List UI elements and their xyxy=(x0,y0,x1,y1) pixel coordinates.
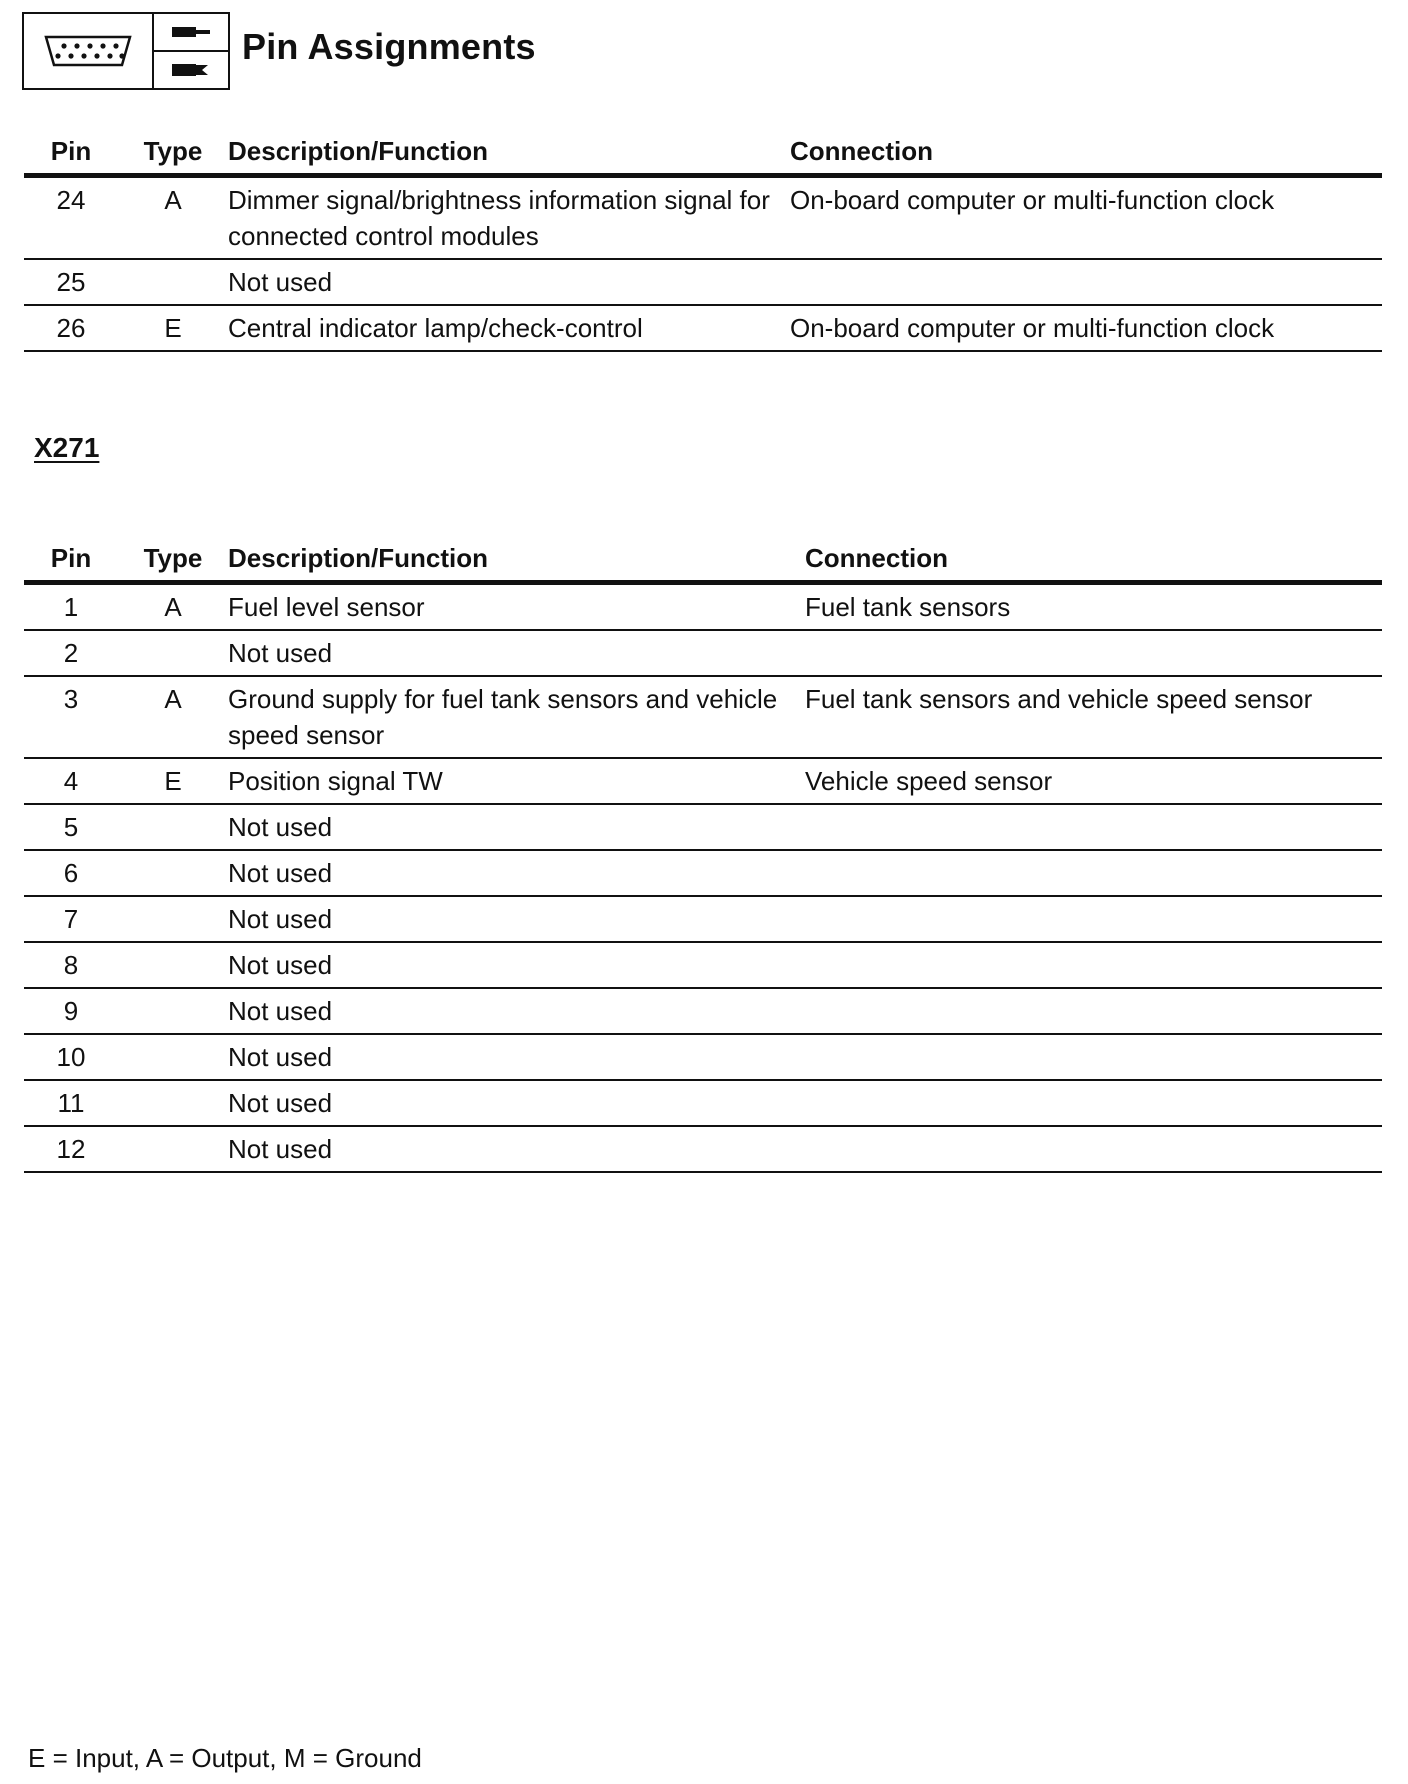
table-row xyxy=(24,1081,1382,1127)
cell-type: A xyxy=(164,684,182,714)
table-row xyxy=(24,851,1382,897)
cell-connection: Fuel tank sensors xyxy=(805,592,1011,622)
female-pin-icon xyxy=(154,50,228,88)
page-title: Pin Assignments xyxy=(242,26,536,67)
column-header-pin: Pin xyxy=(50,543,92,573)
male-pin-icon xyxy=(154,14,228,50)
cell-description: Not used xyxy=(228,267,333,297)
cell-description: Dimmer signal/brightness information signal for connected control modules xyxy=(228,185,770,251)
cell-description: Not used xyxy=(228,1088,333,1118)
cell-description: Fuel level sensor xyxy=(228,592,425,622)
cell-description: Ground supply for fuel tank sensors and vehicle speed sensor xyxy=(228,684,778,750)
cell-connection: Vehicle speed sensor xyxy=(805,766,1053,796)
table-header xyxy=(24,543,1382,585)
cell-connection: Fuel tank sensors and vehicle speed sensor xyxy=(805,684,1313,714)
cell-pin: 10 xyxy=(56,1042,86,1072)
column-header-connection: Connection xyxy=(805,543,948,573)
cell-pin: 12 xyxy=(56,1134,86,1164)
cell-pin: 8 xyxy=(63,950,79,980)
cell-pin: 2 xyxy=(63,638,79,668)
cell-description: Not used xyxy=(228,996,333,1026)
cell-type: A xyxy=(164,592,182,622)
cell-type: A xyxy=(164,185,182,215)
connector-icon xyxy=(24,14,154,88)
cell-pin: 3 xyxy=(63,684,79,714)
cell-connection: On-board computer or multi-function clock xyxy=(790,185,1275,215)
cell-description: Not used xyxy=(228,858,333,888)
cell-pin: 5 xyxy=(63,812,79,842)
table-row xyxy=(24,585,1382,631)
cell-pin: 7 xyxy=(63,904,79,934)
type-legend: E = Input, A = Output, M = Ground xyxy=(28,1743,422,1773)
cell-pin: 26 xyxy=(56,313,86,343)
table-row xyxy=(24,943,1382,989)
table-row xyxy=(24,989,1382,1035)
cell-pin: 4 xyxy=(63,766,79,796)
section-label-x271: X271 xyxy=(34,432,100,463)
cell-pin: 11 xyxy=(57,1088,85,1118)
table-row xyxy=(24,631,1382,677)
cell-description: Central indicator lamp/check-control xyxy=(228,313,643,343)
table-row xyxy=(24,1127,1382,1173)
column-header-type: Type xyxy=(143,136,203,166)
page-header xyxy=(22,12,536,90)
table-row xyxy=(24,677,1382,759)
cell-description: Not used xyxy=(228,904,333,934)
column-header-pin: Pin xyxy=(50,136,92,166)
cell-description: Not used xyxy=(228,812,333,842)
cell-description: Position signal TW xyxy=(228,766,443,796)
cell-pin: 25 xyxy=(56,267,86,297)
column-header-description: Description/Function xyxy=(228,136,488,166)
cell-description: Not used xyxy=(228,638,333,668)
cell-connection: On-board computer or multi-function clock xyxy=(790,313,1275,343)
column-header-description: Description/Function xyxy=(228,543,488,573)
table-row xyxy=(24,306,1382,352)
table-row xyxy=(24,260,1382,306)
cell-pin: 6 xyxy=(63,858,79,888)
cell-pin: 9 xyxy=(63,996,79,1026)
column-header-type: Type xyxy=(143,543,203,573)
table-row xyxy=(24,897,1382,943)
column-header-connection: Connection xyxy=(790,136,933,166)
connector-icon-box xyxy=(22,12,230,90)
table-row xyxy=(24,178,1382,260)
cell-type: E xyxy=(164,766,182,796)
cell-type: E xyxy=(164,313,182,343)
table-row xyxy=(24,805,1382,851)
table-row xyxy=(24,1035,1382,1081)
cell-description: Not used xyxy=(228,1134,333,1164)
cell-pin: 1 xyxy=(63,592,79,622)
cell-pin: 24 xyxy=(56,185,86,215)
pin-table-top xyxy=(24,136,1382,352)
pin-table-x271 xyxy=(24,543,1382,1173)
table-header xyxy=(24,136,1382,178)
table-row xyxy=(24,759,1382,805)
cell-description: Not used xyxy=(228,950,333,980)
cell-description: Not used xyxy=(228,1042,333,1072)
